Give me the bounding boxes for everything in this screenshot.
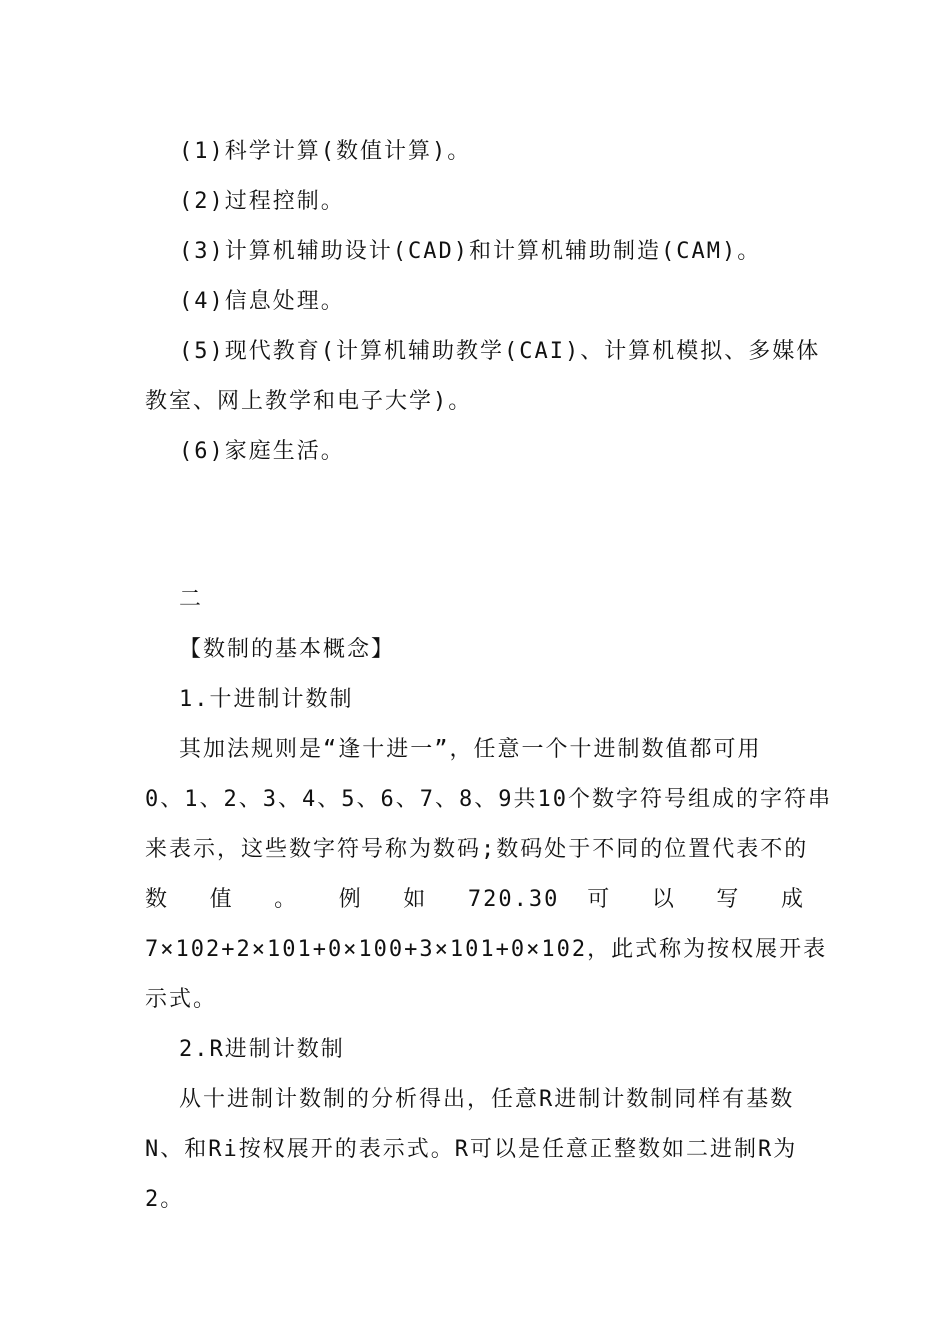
paragraph-line: 7×102+2×101+0×100+3×101+0×102，此式称为按权展开表 <box>145 937 828 962</box>
list-item-2: (2)过程控制。 <box>179 189 345 214</box>
list-item-4: (4)信息处理。 <box>179 289 345 314</box>
list-item-6: (6)家庭生活。 <box>179 439 345 464</box>
paragraph-line: 从十进制计数制的分析得出，任意R进制计数制同样有基数 <box>179 1087 795 1112</box>
paragraph-line: 数 值 。 例 如 720.30 可 以 写 成 <box>145 887 805 912</box>
subheading-radix: 2.R进制计数制 <box>179 1037 345 1062</box>
paragraph-line: 来表示，这些数字符号称为数码;数码处于不同的位置代表不的 <box>145 837 809 862</box>
subheading-decimal: 1.十进制计数制 <box>179 687 354 712</box>
section-number: 二 <box>179 587 204 612</box>
list-item-5-cont: 教室、网上教学和电子大学)。 <box>145 389 473 414</box>
paragraph-line: 0、1、2、3、4、5、6、7、8、9共10个数字符号组成的字符串 <box>145 787 832 812</box>
list-item-5: (5)现代教育(计算机辅助教学(CAI)、计算机模拟、多媒体 <box>179 339 821 364</box>
paragraph-line: N、和Ri按权展开的表示式。R可以是任意正整数如二进制R为 <box>145 1137 798 1162</box>
paragraph-line: 示式。 <box>145 987 218 1012</box>
list-item-1: (1)科学计算(数值计算)。 <box>179 139 472 164</box>
paragraph-line: 其加法规则是“逢十进一”，任意一个十进制数值都可用 <box>179 737 762 762</box>
section-heading: 【数制的基本概念】 <box>179 637 396 662</box>
paragraph-line: 2。 <box>145 1187 185 1212</box>
list-item-3: (3)计算机辅助设计(CAD)和计算机辅助制造(CAM)。 <box>179 239 762 264</box>
